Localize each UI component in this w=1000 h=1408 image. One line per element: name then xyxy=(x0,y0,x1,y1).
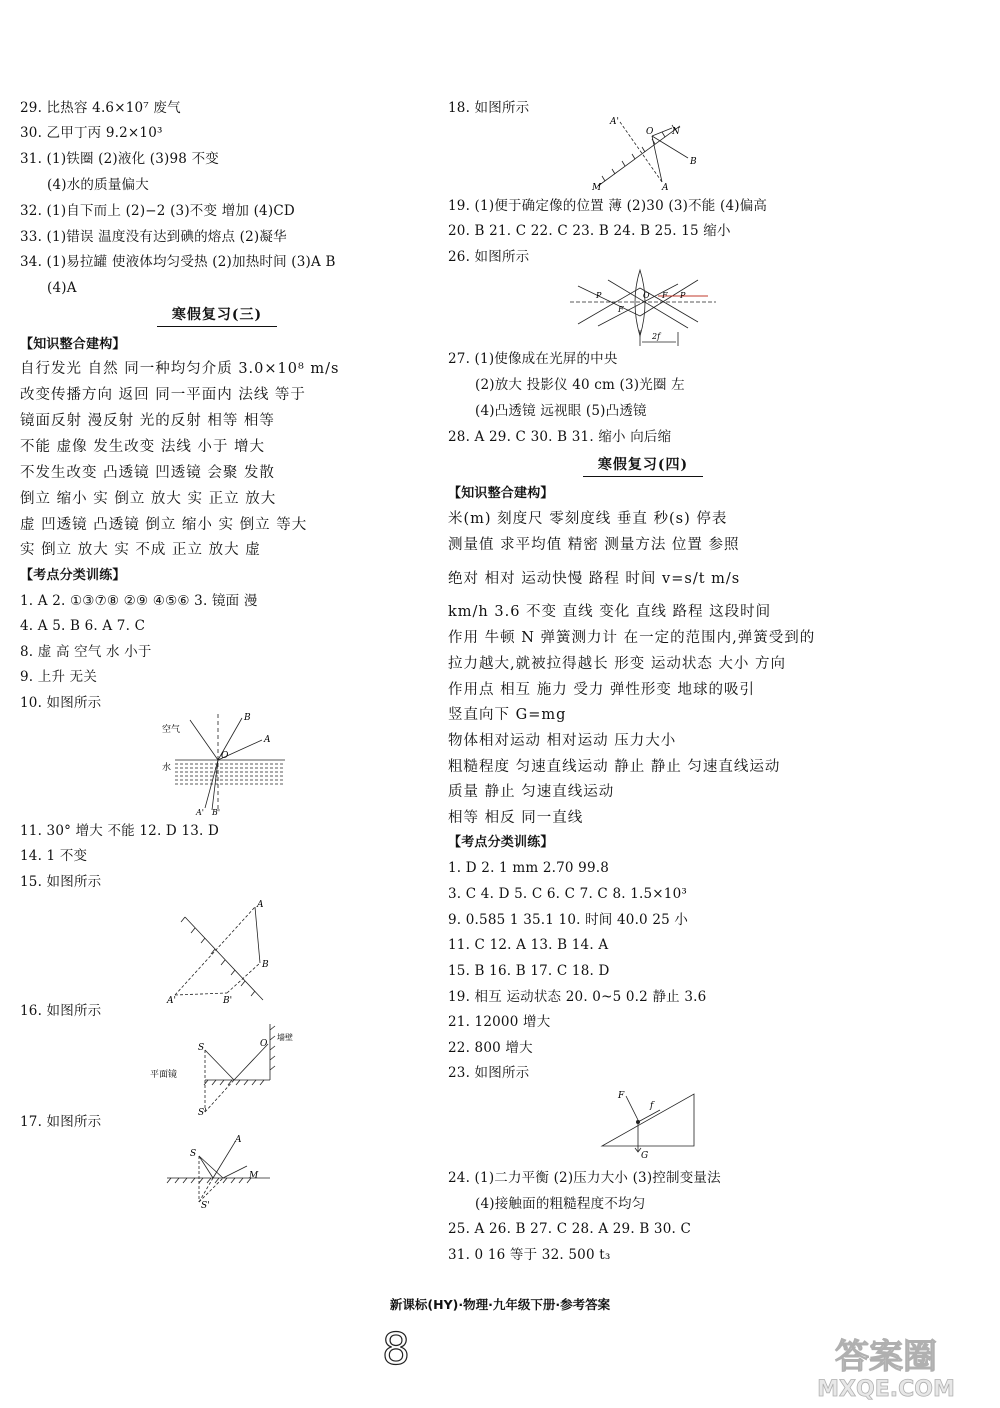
knowledge-line: 竖直向下 G=mg xyxy=(448,707,567,723)
label-a: A xyxy=(257,900,264,910)
label-m: M xyxy=(249,1171,259,1181)
watermark-title: 答案圈 xyxy=(835,1337,937,1377)
knowledge-line: 不发生改变 凸透镜 凹透镜 会聚 发散 xyxy=(20,465,275,481)
label-b-prime: B' xyxy=(223,996,233,1005)
answer-line: 29. 比热容 4.6×10⁷ 废气 xyxy=(20,100,181,116)
knowledge-line: 相等 相反 同一直线 xyxy=(448,810,584,826)
label-mirror: 平面镜 xyxy=(150,1070,178,1080)
label-a-prime: A' xyxy=(167,996,176,1005)
knowledge-line: 米(m) 刻度尺 零刻度线 垂直 秒(s) 停表 xyxy=(448,511,728,527)
answer-line: 1. D 2. 1 mm 2.70 99.8 xyxy=(448,860,610,876)
label-p: P xyxy=(596,291,602,300)
label-s: S xyxy=(198,1043,205,1053)
section-title: 寒假复习(三) xyxy=(157,304,277,327)
contact-point xyxy=(636,1120,640,1124)
knowledge-line: 不能 虚像 发生改变 法线 小于 增大 xyxy=(20,439,266,455)
figure-26-lens xyxy=(568,266,718,351)
answer-line: (4)接触面的粗糙程度不均匀 xyxy=(475,1196,646,1212)
label-o: O xyxy=(221,751,229,761)
answer-line: 4. A 5. B 6. A 7. C xyxy=(20,618,146,634)
figure-18-mirror xyxy=(590,114,710,194)
label-a: A xyxy=(264,735,271,745)
answer-line: 17. 如图所示 xyxy=(20,1114,102,1130)
figure-10-refraction xyxy=(160,712,290,817)
label-f: F xyxy=(618,305,624,314)
answer-line: 18. 如图所示 xyxy=(448,100,530,116)
answer-line: 22. 800 增大 xyxy=(448,1040,533,1056)
label-b: B xyxy=(262,960,269,970)
section-subheading: 【考点分类训练】 xyxy=(448,835,554,850)
answer-line: 21. 12000 增大 xyxy=(448,1014,551,1030)
knowledge-line: 虚 凹透镜 凸透镜 倒立 缩小 实 倒立 等大 xyxy=(20,517,308,533)
answer-line: (4)凸透镜 远视眼 (5)凸透镜 xyxy=(475,403,647,419)
answer-line: (2)放大 投影仪 40 cm (3)光圈 左 xyxy=(475,377,685,393)
answer-line: 33. (1)错误 温度没有达到碘的熔点 (2)凝华 xyxy=(20,229,287,245)
label-b: B xyxy=(690,157,697,167)
answer-line: 10. 如图所示 xyxy=(20,695,102,711)
knowledge-line: 拉力越大,就被拉得越长 形变 运动状态 大小 方向 xyxy=(448,656,787,672)
page-number-text: 8 xyxy=(382,1324,410,1372)
label-a: A xyxy=(235,1135,242,1145)
knowledge-line: 自行发光 自然 同一种均匀介质 3.0×10⁸ m/s xyxy=(20,361,340,377)
answer-line: 8. 虚 高 空气 水 小于 xyxy=(20,644,152,660)
answer-line: 19. (1)便于确定像的位置 薄 (2)30 (3)不能 (4)偏高 xyxy=(448,198,768,214)
watermark xyxy=(786,1330,986,1406)
answer-line: (4)A xyxy=(47,280,77,296)
answer-line: 25. A 26. B 27. C 28. A 29. B 30. C xyxy=(448,1221,692,1237)
answer-line: 24. (1)二力平衡 (2)压力大小 (3)控制变量法 xyxy=(448,1170,721,1186)
answer-line: 11. C 12. A 13. B 14. A xyxy=(448,937,609,953)
section-subheading: 【考点分类训练】 xyxy=(20,568,126,583)
knowledge-line: 倒立 缩小 实 倒立 放大 实 正立 放大 xyxy=(20,491,277,507)
label-b: B xyxy=(244,713,251,723)
figure-15-mirror xyxy=(165,895,275,1005)
knowledge-line: 物体相对运动 相对运动 压力大小 xyxy=(448,733,677,749)
answer-line: 26. 如图所示 xyxy=(448,249,530,265)
page-footer: 新课标(HY)·物理·九年级下册·参考答案 xyxy=(389,1297,611,1312)
answer-line: 15. B 16. B 17. C 18. D xyxy=(448,963,610,979)
answer-line: 20. B 21. C 22. C 23. B 24. B 25. 15 缩小 xyxy=(448,223,731,239)
answer-line: 9. 上升 无关 xyxy=(20,669,98,685)
knowledge-line: 镜面反射 漫反射 光的反射 相等 相等 xyxy=(20,413,275,429)
label-a-prime: A' xyxy=(196,808,204,817)
label-a-prime: A' xyxy=(610,117,619,127)
answer-line: 32. (1)自下而上 (2)−2 (3)不变 增加 (4)CD xyxy=(20,203,295,219)
label-2f: 2f xyxy=(652,332,661,341)
label-m: M xyxy=(592,183,602,193)
label-force-f: F xyxy=(618,1091,625,1101)
label-s-prime: S' xyxy=(198,1108,207,1117)
label-air: 空气 xyxy=(162,725,181,735)
watermark-url: MXQE.COM xyxy=(817,1377,955,1402)
knowledge-line: 质量 静止 匀速直线运动 xyxy=(448,784,615,800)
knowledge-line: 粗糙程度 匀速直线运动 静止 静止 匀速直线运动 xyxy=(448,759,781,775)
label-s-prime: S' xyxy=(201,1201,210,1210)
knowledge-line: 作用点 相互 施力 受力 弹性形变 地球的吸引 xyxy=(448,682,756,698)
answer-line: 34. (1)易拉罐 使液体均匀受热 (2)加热时间 (3)A B xyxy=(20,254,336,270)
label-a: A xyxy=(662,183,669,193)
answer-line: 27. (1)使像成在光屏的中央 xyxy=(448,351,618,367)
label-f-2: F xyxy=(662,291,668,300)
knowledge-line: 测量值 求平均值 精密 测量方法 位置 参照 xyxy=(448,537,740,553)
page-number xyxy=(378,1322,418,1376)
label-b-prime: B' xyxy=(212,808,221,817)
label-water: 水 xyxy=(162,763,172,773)
knowledge-line: 改变传播方向 返回 同一平面内 法线 等于 xyxy=(20,387,306,403)
figure-16-wall xyxy=(150,1022,300,1117)
answer-line: 3. C 4. D 5. C 6. C 7. C 8. 1.5×10³ xyxy=(448,886,687,902)
answer-line: (4)水的质量偏大 xyxy=(47,177,149,193)
knowledge-line: 作用 牛顿 N 弹簧测力计 在一定的范围内,弹簧受到的 xyxy=(448,630,816,646)
label-o: O xyxy=(646,127,654,137)
knowledge-line: km/h 3.6 不变 直线 变化 直线 路程 这段时间 xyxy=(448,604,772,620)
answer-line: 23. 如图所示 xyxy=(448,1065,530,1081)
label-p-2: P xyxy=(680,291,686,300)
label-s: S xyxy=(190,1149,197,1159)
label-n: N xyxy=(672,127,680,137)
answer-line: 19. 相互 运动状态 20. 0~5 0.2 静止 3.6 xyxy=(448,989,707,1005)
label-o: O xyxy=(260,1039,268,1049)
section-title: 寒假复习(四) xyxy=(583,454,703,477)
answer-line: 16. 如图所示 xyxy=(20,1003,102,1019)
answer-line: 15. 如图所示 xyxy=(20,874,102,890)
knowledge-line: 绝对 相对 运动快慢 路程 时间 v=s/t m/s xyxy=(448,571,741,587)
figure-23-incline xyxy=(598,1086,703,1161)
section-subheading: 【知识整合建构】 xyxy=(448,486,554,501)
label-o: O xyxy=(643,291,650,300)
answer-line: 1. A 2. ①③⑦⑧ ②⑨ ④⑤⑥ 3. 镜面 漫 xyxy=(20,593,258,609)
knowledge-line: 实 倒立 放大 实 不成 正立 放大 虚 xyxy=(20,542,261,558)
answer-line: 31. (1)铁圈 (2)液化 (3)98 不变 xyxy=(20,151,219,167)
answer-line: 9. 0.585 1 35.1 10. 时间 40.0 25 小 xyxy=(448,912,689,928)
answer-line: 31. 0 16 等于 32. 500 t₃ xyxy=(448,1247,611,1263)
figure-17-reflection xyxy=(165,1130,275,1210)
answer-line: 14. 1 不变 xyxy=(20,848,88,864)
answer-line: 28. A 29. C 30. B 31. 缩小 向后缩 xyxy=(448,429,672,445)
answer-line: 11. 30° 增大 不能 12. D 13. D xyxy=(20,823,220,839)
label-friction-f: f xyxy=(650,1101,654,1111)
answer-line: 30. 乙甲丁丙 9.2×10³ xyxy=(20,125,163,141)
label-g: G xyxy=(641,1151,649,1161)
label-wall: 墙壁 xyxy=(277,1033,293,1042)
section-subheading: 【知识整合建构】 xyxy=(20,337,126,352)
